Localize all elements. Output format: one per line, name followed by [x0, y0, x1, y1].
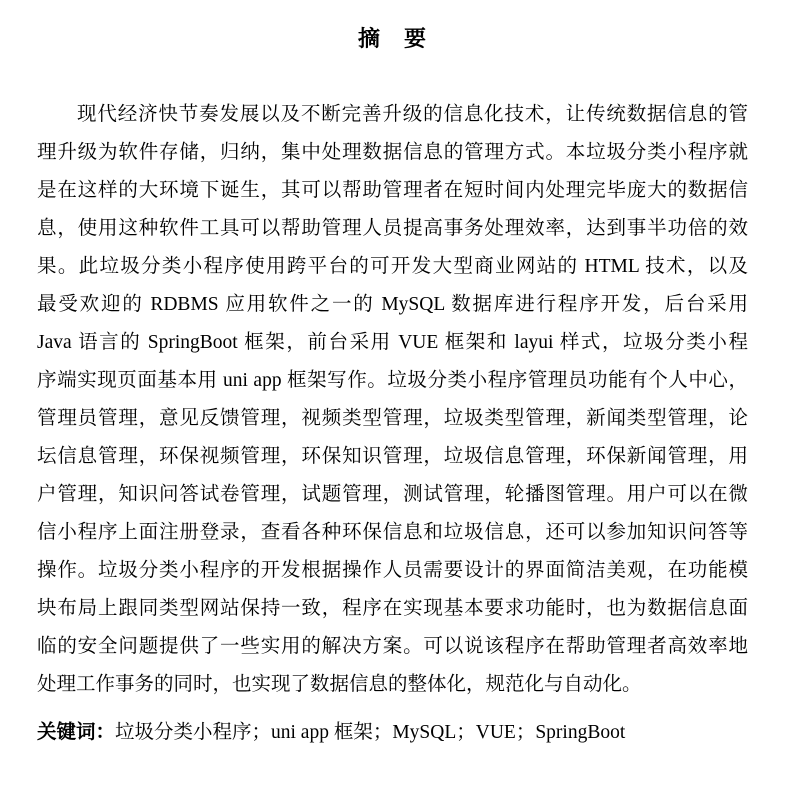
paragraph-line: 操作。垃圾分类小程序的开发根据操作人员需要设计的界面简洁美观，在功能模: [37, 560, 748, 581]
paragraph-line: 现代经济快节奏发展以及不断完善升级的信息化技术，让传统数据信息的管: [77, 104, 748, 125]
paragraph-line: 处理工作事务的同时，也实现了数据信息的整体化，规范化与自动化。: [37, 674, 642, 695]
paragraph-line: 临的安全问题提供了一些实用的解决方案。可以说该程序在帮助管理者高效率地: [37, 636, 748, 657]
paragraph-line: 最受欢迎的 RDBMS 应用软件之一的 MySQL 数据库进行程序开发，后台采用: [37, 294, 748, 315]
paragraph-line: 是在这样的大环境下诞生，其可以帮助管理者在短时间内处理完毕庞大的数据信: [37, 180, 748, 201]
keywords-label: 关键词：: [37, 722, 116, 743]
paragraph-line: 管理员管理，意见反馈管理，视频类型管理，垃圾类型管理，新闻类型管理，论: [37, 408, 748, 429]
paragraph-line: Java 语言的 SpringBoot 框架，前台采用 VUE 框架和 layui 样式，垃圾分类小程: [37, 332, 748, 353]
paragraph-line: 理升级为软件存储，归纳，集中处理数据信息的管理方式。本垃圾分类小程序就: [37, 142, 748, 163]
abstract-paragraph: [37, 96, 748, 704]
paragraph-line: 户管理，知识问答试卷管理，试题管理，测试管理，轮播图管理。用户可以在微: [37, 484, 748, 505]
keywords-value: 垃圾分类小程序；uni app 框架；MySQL；VUE；SpringBoot: [115, 722, 626, 743]
keywords-line: [37, 714, 748, 752]
page-title: 摘 要: [357, 26, 427, 51]
paragraph-line: 序端实现页面基本用 uni app 框架写作。垃圾分类小程序管理员功能有个人中心，: [37, 370, 748, 391]
paragraph-line: 信小程序上面注册登录，查看各种环保信息和垃圾信息，还可以参加知识问答等: [37, 522, 748, 543]
paragraph-line: 果。此垃圾分类小程序使用跨平台的可开发大型商业网站的 HTML 技术，以及: [37, 256, 748, 277]
paragraph-line: 坛信息管理，环保视频管理，环保知识管理，垃圾信息管理，环保新闻管理，用: [37, 446, 748, 467]
paragraph-line: 息，使用这种软件工具可以帮助管理人员提高事务处理效率，达到事半功倍的效: [37, 218, 748, 239]
paragraph-line: 块布局上跟同类型网站保持一致，程序在实现基本要求功能时，也为数据信息面: [37, 598, 748, 619]
